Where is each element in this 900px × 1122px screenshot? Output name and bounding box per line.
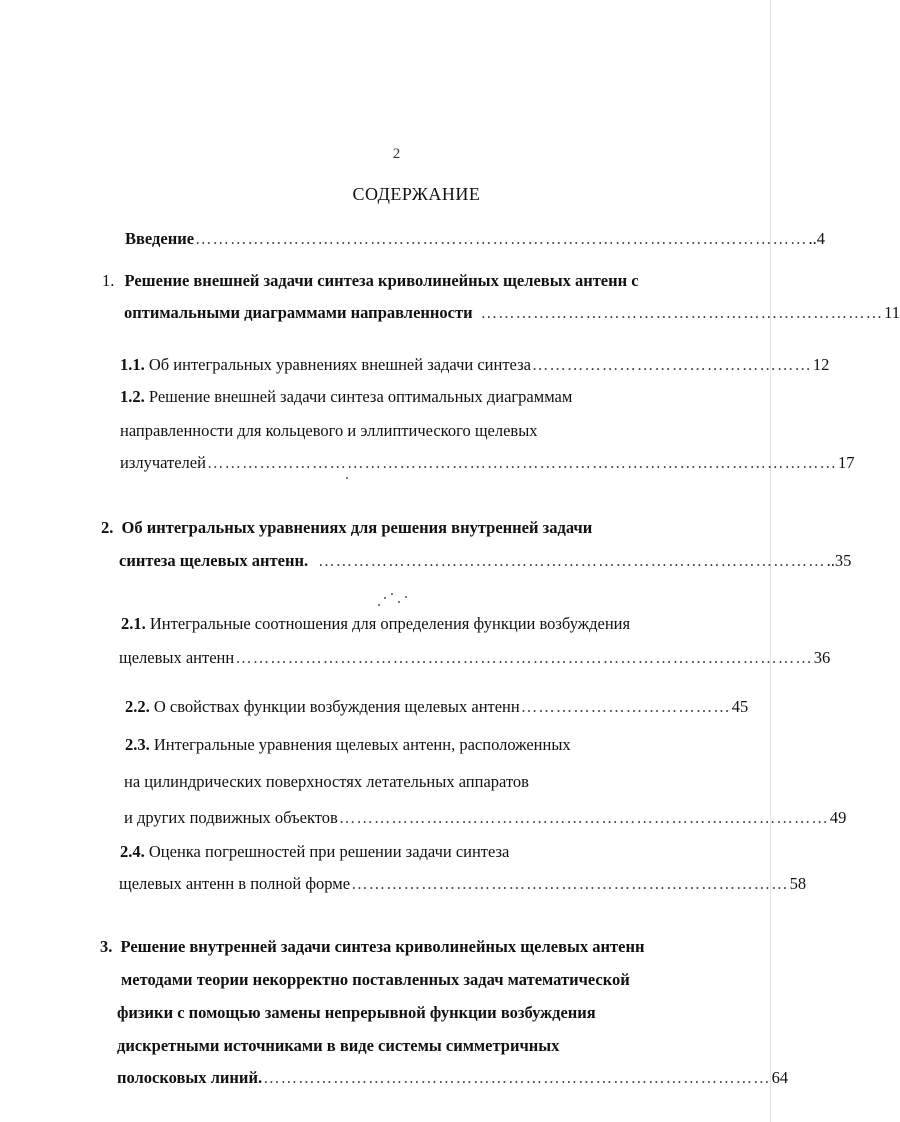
section-title: Решение внешней задачи синтеза оптимальных диаграммам [148, 387, 573, 406]
chapter-3-title-line-2: методами теории некорректно поставленных задач математической [121, 970, 630, 989]
section-number: 1.2. [120, 387, 145, 406]
leader-dots: …………………………………………………………………………… [263, 1068, 771, 1087]
toc-page-number: 12 [812, 355, 830, 374]
leader-dots: ………………………………………… [531, 355, 812, 374]
section-title-line: излучателей [120, 453, 206, 472]
chapter-title-line: Об интегральных уравнениях для решения внутренней задачи [121, 518, 593, 537]
chapter-number: 2. [101, 518, 114, 537]
toc-entry-chapter-3[interactable] [117, 1068, 789, 1088]
chapter-title-line: полосковых линий. [117, 1068, 263, 1087]
toc-entry-label: Введение [125, 229, 195, 248]
leader-dots: ………………………………………………………………… [351, 874, 789, 893]
leader-dots: …………………………………………………………………………… [318, 551, 826, 570]
scan-speck [346, 477, 348, 479]
toc-page-number: 58 [789, 874, 807, 893]
section-title: Интегральные уравнения щелевых антенн, расположенных [153, 735, 571, 754]
toc-page-number: ..35 [826, 551, 852, 570]
section-number: 2.4. [120, 842, 145, 861]
toc-page-number: 45 [731, 697, 749, 716]
chapter-title-line: синтеза щелевых антенн. [119, 551, 309, 570]
chapter-title-line: оптимальными диаграммами направленности [124, 303, 473, 322]
chapter-1-heading[interactable] [102, 271, 639, 291]
leader-dots: …………………………………………………………………………………………… [195, 229, 808, 248]
toc-page-number: 49 [829, 808, 847, 827]
section-2-3-line-1[interactable] [125, 735, 571, 755]
section-title: О свойствах функции возбуждения щелевых антенн [153, 697, 520, 716]
leader-dots: ………………………………………………………………………… [338, 808, 829, 827]
scan-speck [378, 604, 380, 606]
chapter-number: 1. [102, 271, 115, 290]
toc-entry-2-3[interactable] [124, 808, 847, 828]
toc-page-number: 11 [884, 303, 900, 322]
chapter-3-heading[interactable] [100, 937, 644, 957]
toc-entry-1-1[interactable] [120, 355, 830, 375]
toc-entry-2-1[interactable] [119, 648, 831, 668]
toc-title: СОДЕРЖАНИЕ [352, 184, 481, 204]
toc-page-number: ..4 [808, 229, 826, 248]
toc-entry-2-2[interactable] [125, 697, 749, 717]
toc-entry-intro[interactable] [125, 229, 826, 249]
scan-speck [384, 597, 386, 599]
page-number: 2 [392, 146, 401, 162]
scan-speck [398, 601, 400, 603]
section-number: 2.3. [125, 735, 150, 754]
scan-speck [391, 593, 393, 595]
chapter-3-title-line-4: дискретными источниками в виде системы симметричных [117, 1036, 560, 1055]
section-title-line: и других подвижных объектов [124, 808, 338, 827]
chapter-3-title-line-3: физики с помощью замены непрерывной функции возбуждения [117, 1003, 596, 1022]
chapter-title-line: Решение внутренней задачи синтеза криволинейных щелевых антенн [120, 937, 645, 956]
toc-entry-1-2[interactable] [120, 453, 855, 473]
section-number: 2.1. [121, 614, 146, 633]
scan-speck [405, 596, 407, 598]
section-2-1-line-1[interactable] [121, 614, 630, 634]
section-2-3-line-2: на цилиндрических поверхностях летательных аппаратов [124, 772, 529, 791]
leader-dots: …………………………………………………………… [480, 303, 884, 322]
toc-entry-2-4[interactable] [119, 874, 807, 894]
toc-page-number: 36 [813, 648, 831, 667]
toc-entry-chapter-2[interactable] [119, 551, 852, 571]
toc-entry-chapter-1[interactable] [124, 303, 900, 323]
section-title-line: щелевых антенн в полной форме [119, 874, 351, 893]
section-1-2-line-2: направленности для кольцевого и эллиптического щелевых [120, 421, 538, 440]
chapter-2-heading[interactable] [101, 518, 592, 538]
chapter-number: 3. [100, 937, 113, 956]
chapter-title-line: Решение внешней задачи синтеза криволинейных щелевых антенн с [124, 271, 639, 290]
section-title-line: щелевых антенн [119, 648, 235, 667]
leader-dots: ……………………………… [520, 697, 731, 716]
section-title: Оценка погрешностей при решении задачи синтеза [148, 842, 510, 861]
section-title: Интегральные соотношения для определения функции возбуждения [149, 614, 631, 633]
leader-dots: ……………………………………………………………………………………… [235, 648, 813, 667]
leader-dots: ……………………………………………………………………………………………… [206, 453, 837, 472]
section-1-2-line-1[interactable] [120, 387, 572, 407]
toc-page-number: 64 [771, 1068, 789, 1087]
section-number: 2.2. [125, 697, 150, 716]
section-2-4-line-1[interactable] [120, 842, 509, 862]
toc-page-number: 17 [837, 453, 855, 472]
section-number: 1.1. [120, 355, 145, 374]
section-title: Об интегральных уравнениях внешней задачи синтеза [148, 355, 531, 374]
